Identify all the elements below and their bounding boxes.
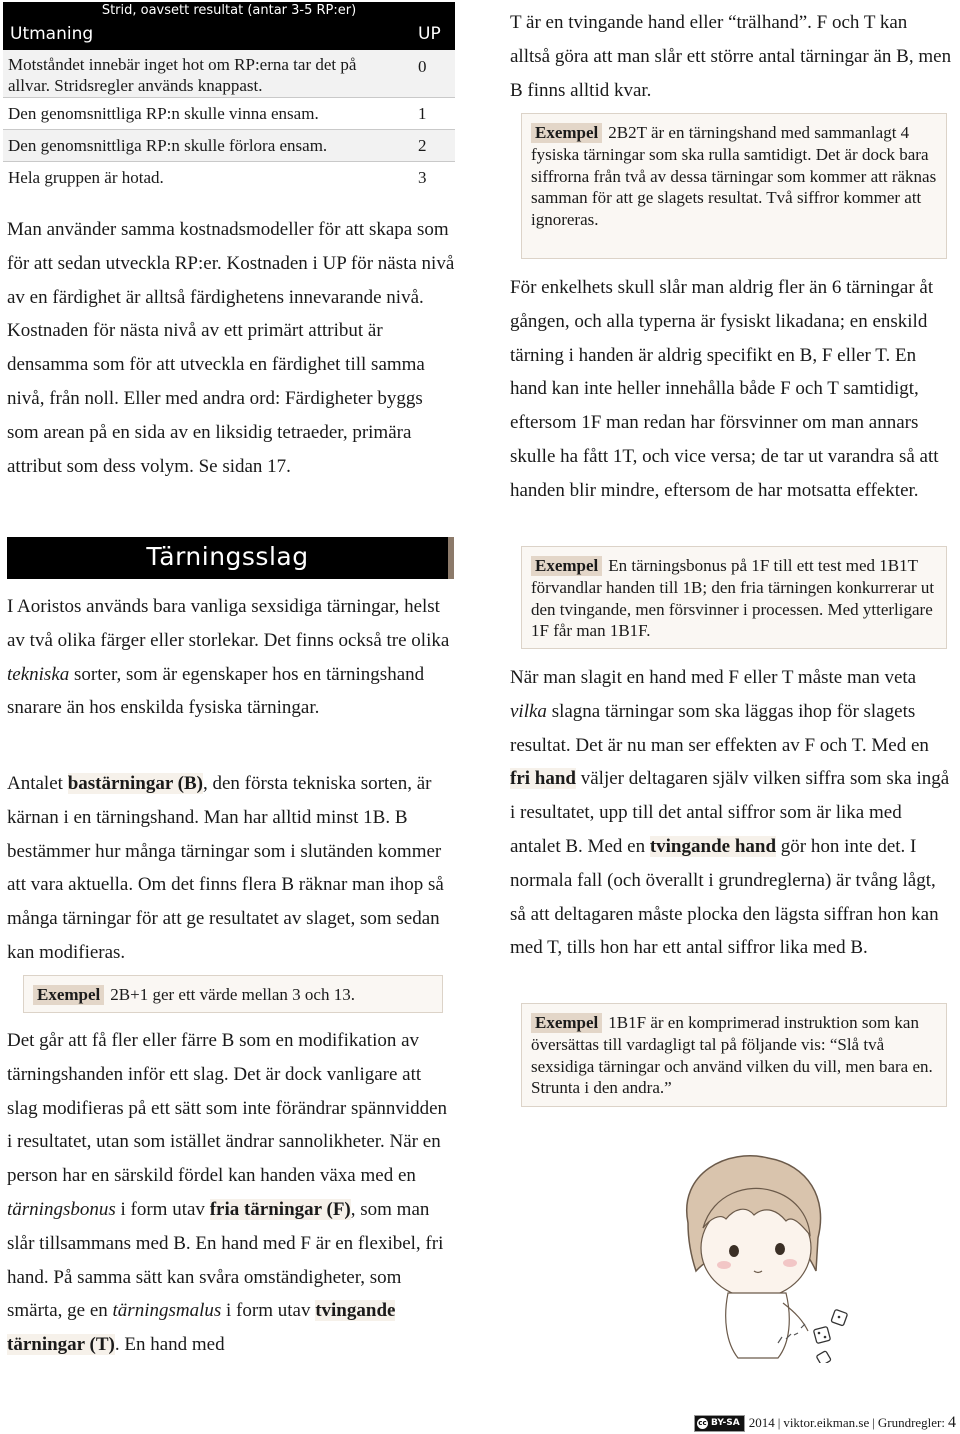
paragraph-dice-intro (7, 590, 455, 725)
table-row (3, 162, 455, 193)
row-description: Hela gruppen är hotad. (8, 168, 164, 187)
example-text: 2B2T är en tärningshand med sammanlagt 4 fysiska tärningar som ska rulla samtidigt. Det är dock bara siffrorna från två av dessa tärningar som kommer att räknas samman för att ge slagets resultat. Två siffror kommer att ignoreras. (531, 123, 937, 230)
example-tag: Exempel (531, 123, 602, 143)
paragraph-choosing-dice (510, 661, 952, 965)
paragraph-cost-model: Man använder samma kostnadsmodeller för att skapa som för att sedan utveckla RP:er. Kostnaden i UP för nästa nivå av en färdighet är alltså färdighetens innevarande nivå. Kostnaden för nästa nivå av ett primärt attribut är densamma som för att utveckla en färdighet till samma nivå, från noll. Eller med andra ord: Färdigheter byggs som arean på en sida av en liksidig tetraeder, primära attribut som dess volym. Se sidan 17. (7, 219, 455, 477)
emphasis: tärningsbonus (7, 1198, 116, 1220)
left-paragraph-3-wrap (7, 767, 455, 970)
challenge-table (3, 2, 455, 193)
right-paragraph-2-wrap (510, 271, 952, 508)
text-run: Det går att få fler eller färre B som en modifikation av tärningshanden inför ett slag. Det är dock vanligare att slag modifieras på ett sätt som inte förändrar spännvidden i resultatet, utan som istället ändrar sannolikheter. När en person har en särskild fördel kan handen växa med en (7, 1030, 448, 1187)
column-header-challenge: Utmaning (10, 24, 94, 44)
table-row (3, 130, 455, 162)
term-forcing-hand: tvingande hand (649, 835, 777, 857)
row-description: Den genomsnittliga RP:n skulle förlora ensam. (8, 136, 328, 155)
example-box (521, 546, 947, 649)
paragraph-base-dice (7, 767, 455, 970)
example-text: 2B+1 ger ett värde mellan 3 och 13. (110, 985, 355, 1004)
term-free-hand: fri hand (510, 768, 576, 790)
right-paragraph-1-wrap (510, 6, 952, 107)
row-description: Motståndet innebär inget hot om RP:erna tar det på allvar. Stridsregler används knappast. (8, 55, 357, 95)
example-tag: Exempel (531, 556, 602, 576)
row-description: Den genomsnittliga RP:n skulle vinna ensam. (8, 104, 319, 123)
example-box (521, 1003, 947, 1107)
row-value: 2 (418, 136, 427, 155)
cc-license-badge (694, 1415, 745, 1432)
footer-year: 2014 (748, 1415, 775, 1430)
text-run: I Aoristos används bara vanliga sexsidiga tärningar, helst av två olika färger eller storlekar. Det finns också tre olika (7, 596, 450, 651)
term-free-dice: fria tärningar (F) (209, 1198, 351, 1220)
text-run: i form utav (221, 1300, 316, 1322)
page-number: 4 (948, 1414, 956, 1431)
term-base-dice: bastärningar (B) (67, 773, 203, 794)
term-forcing-dice: tvingande tärningar (T) (7, 1300, 396, 1356)
text-run: sorter, som är egenskaper hos en tärningshand snarare än hos enskilda fysiska tärningar. (7, 663, 425, 719)
example-box (521, 113, 947, 259)
text-run: När man slagit en hand med F eller T måste man veta (510, 667, 917, 688)
table-caption: Strid, oavsett resultat (antar 3-5 RP:er) (101, 3, 357, 18)
footer-separator: | (777, 1415, 781, 1430)
section-title: Tärningsslag (146, 542, 309, 571)
license-label: BY-SA (710, 1418, 740, 1428)
example-text: 1B1F är en komprimerad instruktion som kan översättas till vardagligt tal på följande vis: “Slå två sexsidiga tärningar och använd vilken du vill, men bara en. Strunta i den andra.” (531, 1013, 933, 1098)
table-header (3, 2, 455, 50)
text-run: . En hand med (114, 1334, 225, 1356)
paragraph-forcing-hand: T är en tvingande hand eller “trälhand”. F och T kan alltså göra att man slår ett större antal tärningar än B, men B finns alltid kvar. (510, 12, 952, 101)
emphasis: vilka (510, 700, 547, 722)
example-tag: Exempel (33, 985, 104, 1005)
footer-site: viktor.eikman.se (783, 1415, 870, 1430)
text-run: gör hon inte det. I normala fall (och överallt i grundreglerna) är tvång lågt, så att deltagaren måste plocka den lägsta siffran hon kan med T, tills hon har ett antal siffror lika med B. (510, 835, 939, 959)
table-row (3, 50, 455, 98)
footer-book: Grundregler: (877, 1415, 945, 1430)
emphasis: tekniska (7, 663, 70, 685)
example-box (23, 975, 443, 1013)
right-paragraph-3-wrap (510, 661, 952, 965)
left-paragraph-1-wrap (7, 213, 455, 483)
text-run: , den första tekniska sorten, är kärnan i en tärningshand. Man har alltid minst 1B. B bestämmer hur många tärningar som i slutänden kommer att vara aktuella. Om det finns flera B räknar man ihop så många tärningar för att ge resultatet av slaget, som sedan kan modifieras. (7, 773, 444, 963)
table-row (3, 98, 455, 130)
row-value: 3 (418, 168, 427, 187)
cc-icon: cc (698, 1418, 707, 1427)
row-value: 0 (418, 57, 427, 76)
example-tag: Exempel (531, 1013, 602, 1033)
left-paragraph-2-wrap (7, 590, 455, 725)
column-header-up: UP (418, 24, 441, 44)
paragraph-dice-limits: För enkelhets skull slår man aldrig fler än 6 tärningar åt gången, och alla typerna är fysiskt likadana; en enskild tärning i handen är aldrig specifikt en B, F eller T. En hand kan inte heller innehålla både F och T samtidigt, eftersom 1F man redan har försvinner om man annars skulle ha fått 1T, och vice versa; de tar ut varandra så att handen blir mindre, eftersom de har motsatta effekter. (510, 277, 939, 501)
paragraph-modifiers (7, 1024, 455, 1362)
section-header (7, 537, 454, 579)
text-run: slagna tärningar som ska läggas ihop för slagets resultat. Det är nu man ser effekten av F och T. Med en (510, 700, 929, 756)
left-paragraph-4-wrap (7, 1024, 455, 1362)
text-run: väljer deltagaren själv vilken siffra som ska ingå i resultatet, upp till det antal siffror som är lika med antalet B. Med en (510, 768, 950, 857)
chibi-character-with-dice-icon (668, 1153, 868, 1363)
text-run: , som man slår tillsammans med B. En hand med F är en flexibel, fri hand. På samma sätt kan svåra omständigheter, som smärta, ge en (7, 1198, 444, 1322)
text-run: Antalet (7, 773, 68, 794)
page-footer (694, 1414, 956, 1432)
emphasis: tärningsmalus (112, 1300, 222, 1322)
footer-separator: | (872, 1415, 875, 1430)
row-value: 1 (418, 104, 427, 123)
example-text: En tärningsbonus på 1F till ett test med 1B1T förvandlar handen till 1B; den fria tärningen konkurrerar ut den tvingande, men försvinner i processen. Med ytterligare 1F får man 1B1F. (531, 556, 935, 641)
text-run: i form utav (115, 1198, 210, 1220)
